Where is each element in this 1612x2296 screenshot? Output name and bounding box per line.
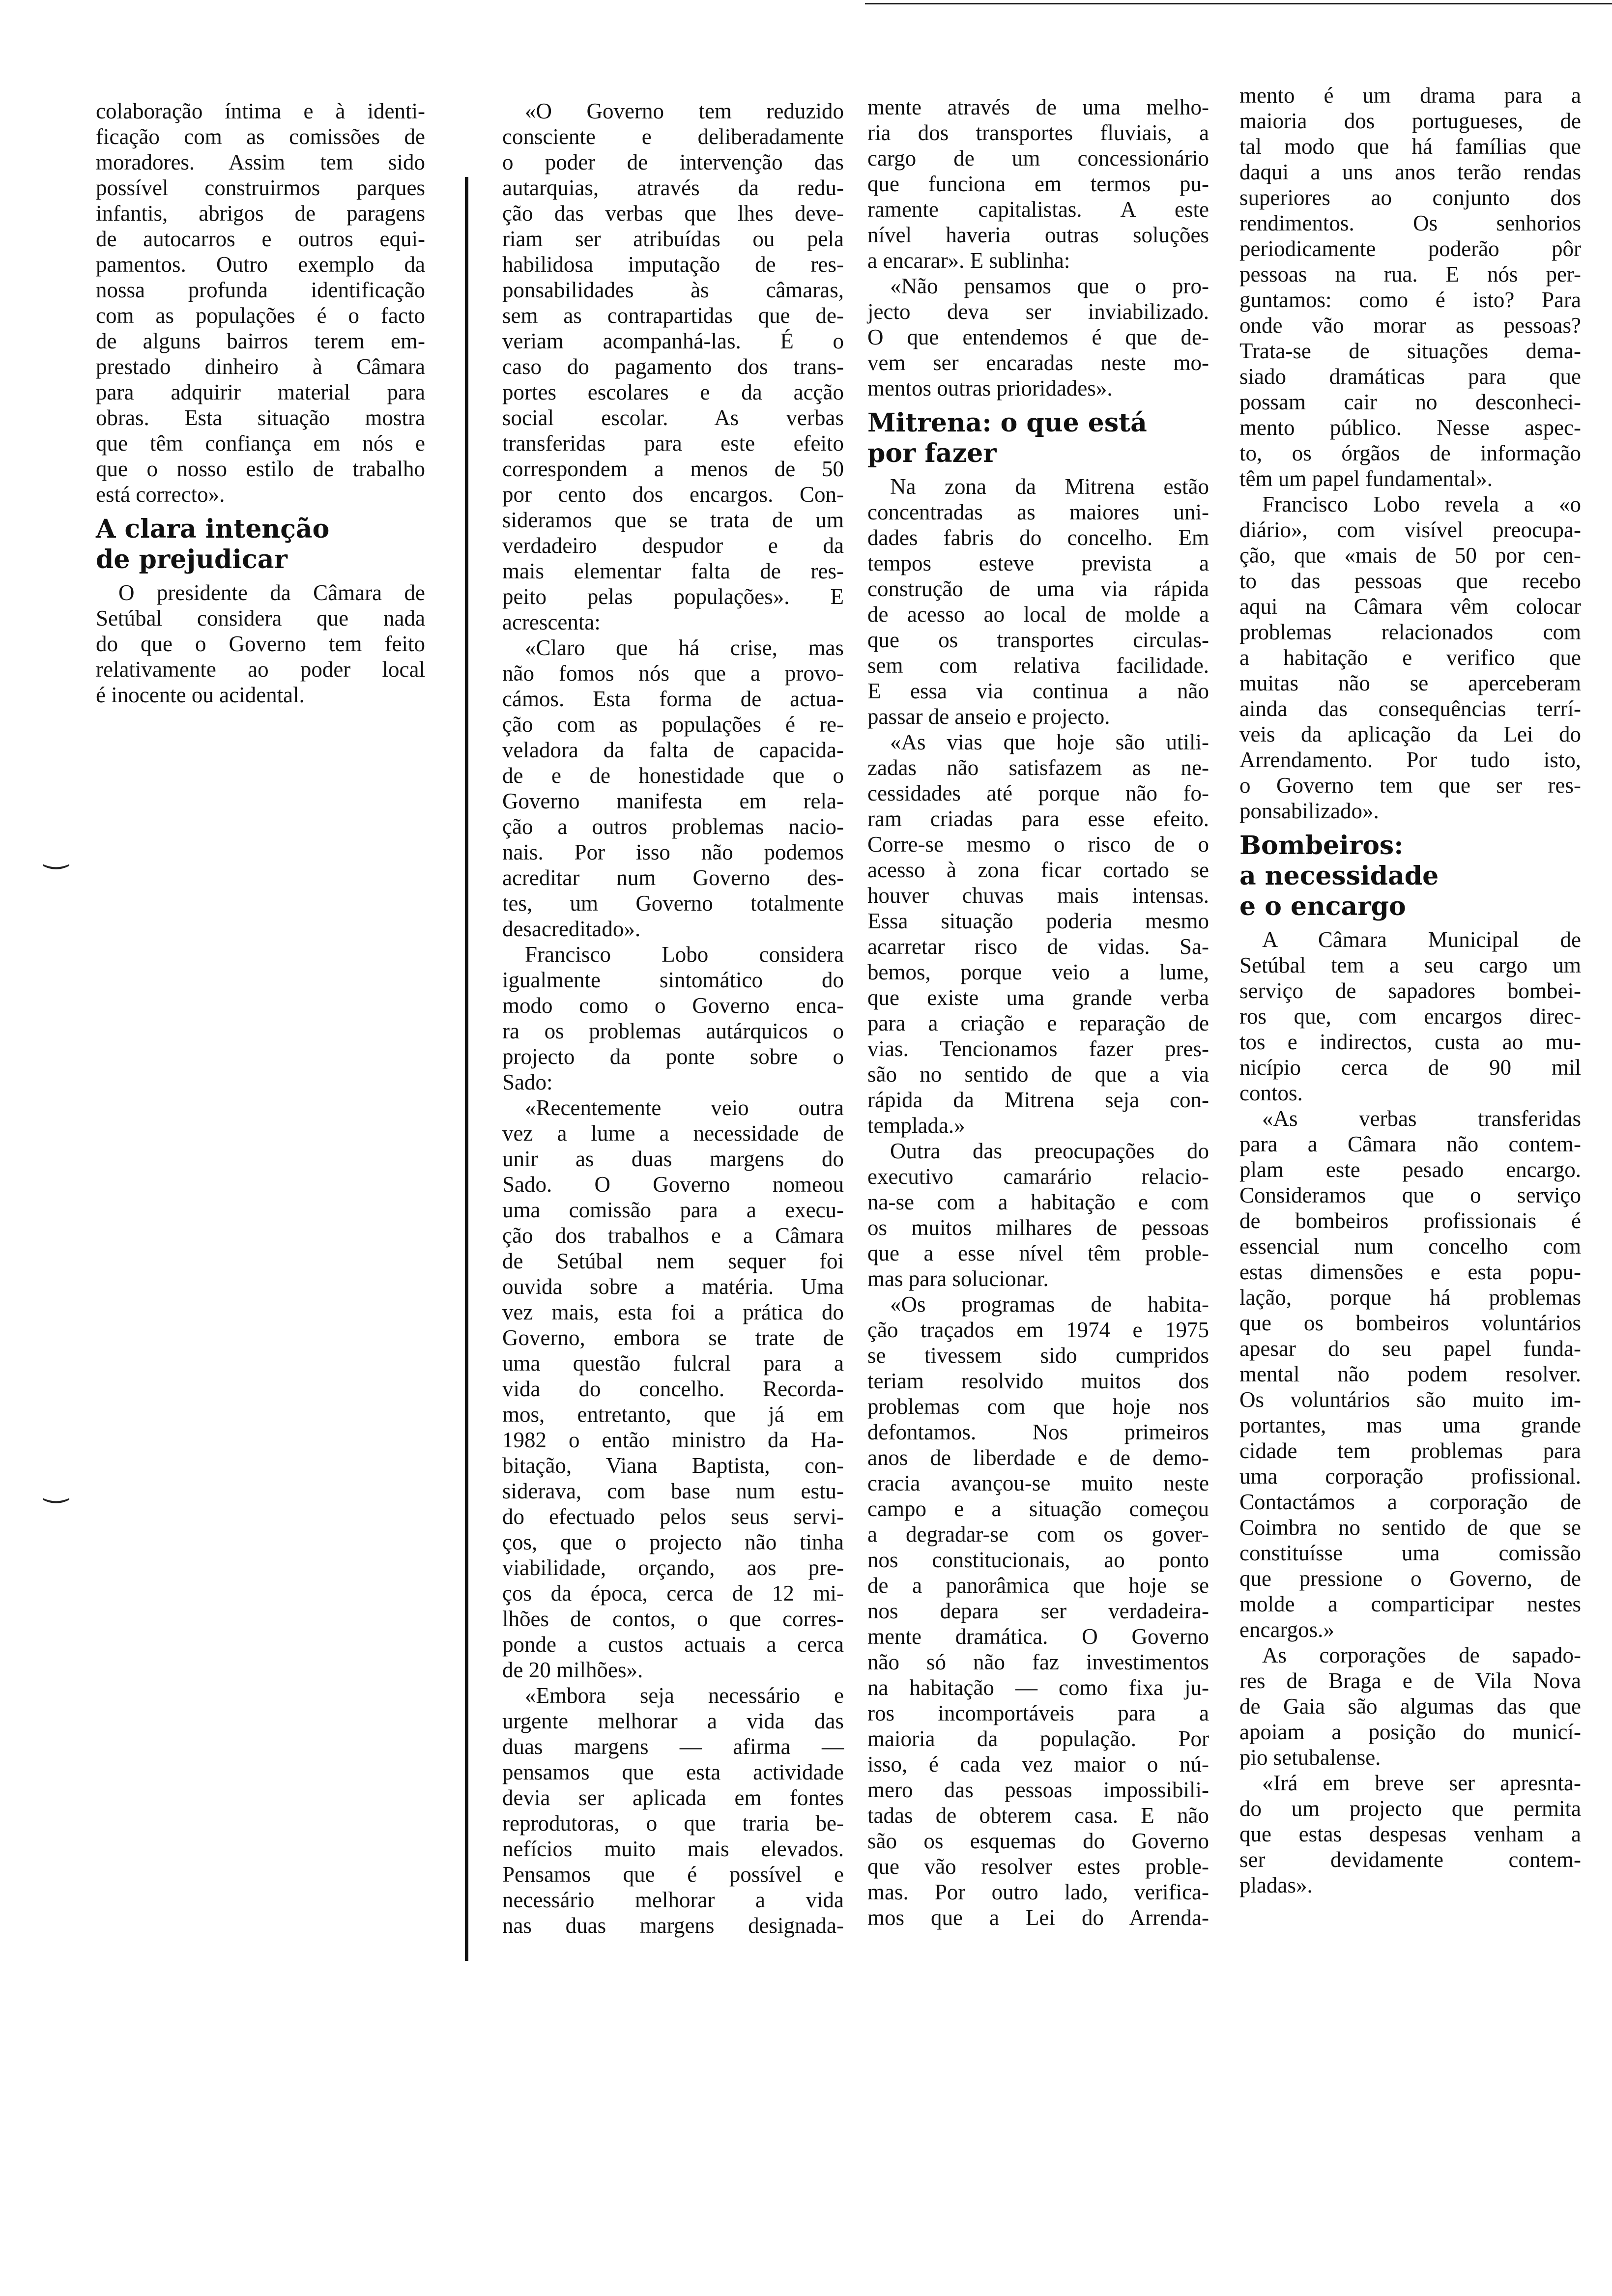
text-line: obras. Esta situação mostra (96, 405, 425, 430)
text-line: defontamos. Nos primeiros (867, 1420, 1209, 1444)
text-line: «Os programas de habita- (890, 1292, 1209, 1317)
text-line: ção traçados em 1974 e 1975 (867, 1318, 1209, 1342)
text-line: para a Câmara não contem- (1239, 1132, 1581, 1156)
text-line: nefícios muito mais elevados. (502, 1837, 844, 1861)
text-line: do efectuado pelos seus servi- (502, 1504, 844, 1529)
text-line: ouvida sobre a matéria. Uma (502, 1274, 844, 1299)
text-line: O presidente da Câmara de (118, 580, 425, 605)
text-line: Os voluntários são muito im- (1239, 1387, 1581, 1412)
text-line: mento é um drama para a (1239, 83, 1581, 108)
column-rule (465, 177, 468, 1961)
text-line: to, os órgãos de informação (1239, 441, 1581, 465)
text-line: Corre-se mesmo o risco de o (867, 832, 1209, 857)
text-line: vem ser encaradas neste mo- (867, 350, 1209, 375)
text-line: dades fabris do concelho. Em (867, 525, 1209, 550)
text-line: de bombeiros profissionais é (1239, 1208, 1581, 1233)
text-line: maioria da população. Por (867, 1726, 1209, 1751)
text-line: nicípio cerca de 90 mil (1239, 1055, 1581, 1080)
text-line: apoiam a posição do municí- (1239, 1720, 1581, 1744)
text-line: tadas de obterem casa. E não (867, 1803, 1209, 1828)
text-line: uma comissão para a execu- (502, 1198, 844, 1222)
paragraph (867, 273, 1209, 401)
section-heading (96, 514, 425, 575)
text-line: «Embora seja necessário e (525, 1683, 844, 1708)
heading-line: por fazer (867, 438, 997, 468)
text-line: pamentos. Outro exemplo da (96, 252, 425, 277)
text-line: mas para solucionar. (867, 1266, 1049, 1291)
text-line: veladora da falta de capacida- (502, 738, 844, 762)
text-line: uma corporação profissional. (1239, 1464, 1581, 1489)
text-line: que têm confiança em nós e (96, 431, 425, 456)
text-line: «Recentemente veio outra (525, 1095, 844, 1120)
text-line: passar de anseio e projecto. (867, 704, 1110, 729)
text-line: encargos.» (1239, 1617, 1334, 1642)
text-line: mas. Por outro lado, verifica- (867, 1880, 1209, 1904)
text-line: habilidosa imputação de res- (502, 252, 844, 277)
text-line: mente através de uma melho- (867, 95, 1209, 119)
text-line: «As verbas transferidas (1262, 1106, 1581, 1131)
text-line: ços, que o projecto não tinha (502, 1530, 844, 1554)
text-line: res de Braga e de Vila Nova (1239, 1668, 1581, 1693)
heading-line: Bombeiros: (1239, 831, 1404, 861)
text-line: de 20 milhões». (502, 1658, 643, 1682)
text-line: mento público. Nesse aspec- (1239, 415, 1581, 440)
text-line: Sado. O Governo nomeou (502, 1172, 844, 1197)
text-line: estas dimensões e esta popu- (1239, 1260, 1581, 1284)
column-4 (1239, 83, 1581, 1898)
text-line: «Irá em breve ser apresnta- (1262, 1771, 1581, 1795)
text-line: muitas não se aperceberam (1239, 671, 1581, 695)
text-line: a habitação e verifico que (1239, 645, 1581, 670)
text-line: ficação com as comissões de (96, 124, 425, 149)
text-line: Consideramos que o serviço (1239, 1183, 1581, 1207)
paragraph (502, 1683, 844, 1938)
text-line: a degradar-se com os gover- (867, 1522, 1209, 1547)
text-line: pensamos que esta actividade (502, 1760, 844, 1784)
section-heading (867, 408, 1209, 469)
text-line: cargo de um concessionário (867, 146, 1209, 171)
text-line: Arrendamento. Por tudo isto, (1239, 747, 1581, 772)
text-line: bitação, Viana Baptista, con- (502, 1453, 844, 1478)
paragraph (867, 1138, 1209, 1292)
text-line: necessário melhorar a vida (502, 1888, 844, 1912)
text-line: consciente e deliberadamente (502, 124, 844, 149)
text-line: lação, porque há problemas (1239, 1285, 1581, 1310)
paragraph (1239, 1770, 1581, 1898)
text-line: de a panorâmica que hoje se (867, 1573, 1209, 1598)
paragraph (96, 580, 425, 708)
text-line: «As vias que hoje são utili- (890, 730, 1209, 754)
text-line: ros incomportáveis para a (867, 1701, 1209, 1725)
text-line: ria dos transportes fluviais, a (867, 120, 1209, 145)
text-line: é inocente ou acidental. (96, 683, 305, 707)
text-line: devia ser aplicada em fontes (502, 1785, 844, 1810)
text-line: ram criadas para esse efeito. (867, 806, 1209, 831)
text-line: ção das verbas que lhes deve- (502, 201, 844, 226)
text-line: Essa situação poderia mesmo (867, 909, 1209, 933)
text-line: pio setubalense. (1239, 1745, 1381, 1770)
heading-line: Mitrena: o que está (867, 408, 1147, 438)
text-line: mos que a Lei do Arrenda- (867, 1905, 1209, 1930)
text-line: cessidades até porque não fo- (867, 781, 1209, 805)
text-line: moradores. Assim tem sido (96, 150, 425, 174)
text-line: tempos esteve prevista a (867, 551, 1209, 575)
text-line: Setúbal considera que nada (96, 606, 425, 631)
text-line: o Governo tem que ser res- (1239, 773, 1581, 798)
paragraph (502, 942, 844, 1095)
text-line: está correcto». (96, 482, 225, 507)
text-line: ponsabilidades às câmaras, (502, 278, 844, 302)
text-line: vias. Tencionamos fazer pres- (867, 1036, 1209, 1061)
heading-line: A clara intenção (96, 514, 330, 544)
text-line: de acesso ao local de molde a (867, 602, 1209, 627)
paragraph (1239, 1106, 1581, 1642)
text-line: acarretar risco de vidas. Sa- (867, 934, 1209, 959)
text-line: rendimentos. Os senhorios (1239, 211, 1581, 235)
heading-line: e o encargo (1239, 891, 1406, 921)
text-line: tal modo que há famílias que (1239, 134, 1581, 159)
text-line: periodicamente poderão pôr (1239, 236, 1581, 261)
text-line: contos. (1239, 1081, 1303, 1105)
text-line: modo como o Governo enca- (502, 993, 844, 1018)
text-line: siderava, com base num estu- (502, 1479, 844, 1503)
text-line: reprodutoras, o que traria be- (502, 1811, 844, 1836)
heading-line: de prejudicar (96, 545, 288, 574)
text-line: ser devidamente contem- (1239, 1847, 1581, 1872)
column-2 (502, 98, 844, 1938)
text-line: mente dramática. O Governo (867, 1624, 1209, 1649)
text-line: caso do pagamento dos trans- (502, 354, 844, 379)
text-line: correspondem a menos de 50 (502, 457, 844, 481)
text-line: Francisco Lobo considera (525, 942, 844, 967)
text-line: veriam acompanhá-las. É o (502, 329, 844, 353)
text-line: nossa profunda identificação (96, 278, 425, 302)
text-line: mais elementar falta de res- (502, 559, 844, 583)
text-line: houver chuvas mais intensas. (867, 883, 1209, 908)
text-line: jecto deva ser inviabilizado. (867, 299, 1209, 324)
text-line: cracia avançou-se muito neste (867, 1471, 1209, 1495)
text-line: concentradas as maiores uni- (867, 500, 1209, 524)
text-line: veis da aplicação da Lei do (1239, 722, 1581, 746)
text-line: aqui na Câmara vêm colocar (1239, 594, 1581, 619)
paragraph (502, 98, 844, 635)
text-line: possível construirmos parques (96, 175, 425, 200)
text-line: to das pessoas que recebo (1239, 569, 1581, 593)
text-line: desacreditado». (502, 917, 641, 941)
text-line: os muitos milhares de pessoas (867, 1215, 1209, 1240)
text-line: pladas». (1239, 1873, 1313, 1897)
text-line: viabilidade, orçando, aos pre- (502, 1555, 844, 1580)
text-line: portantes, mas uma grande (1239, 1413, 1581, 1437)
text-line: diário», com visível preocupa- (1239, 517, 1581, 542)
text-line: Governo, embora se trate de (502, 1325, 844, 1350)
paragraph (502, 1095, 844, 1683)
text-line: de autocarros e outros equi- (96, 227, 425, 251)
text-line: de Setúbal nem sequer foi (502, 1249, 844, 1273)
text-line: o poder de intervenção das (502, 150, 844, 174)
text-line: essencial num concelho com (1239, 1234, 1581, 1259)
text-line: riam ser atribuídas ou pela (502, 227, 844, 251)
text-line: ponde a custos actuais a cerca (502, 1632, 844, 1657)
text-line: constituísse uma comissão (1239, 1541, 1581, 1565)
text-line: Pensamos que é possível e (502, 1862, 844, 1887)
text-line: que os transportes circulas- (867, 628, 1209, 652)
text-line: sem com relativa facilidade. (867, 653, 1209, 678)
text-line: As corporações de sapado- (1262, 1643, 1581, 1667)
text-line: mero das pessoas impossibili- (867, 1778, 1209, 1802)
text-line: ros que, com encargos direc- (1239, 1004, 1581, 1029)
text-line: nível haveria outras soluções (867, 223, 1209, 247)
paragraph (1239, 1642, 1581, 1770)
text-line: prestado dinheiro à Câmara (96, 354, 425, 379)
text-line: molde a comparticipar nestes (1239, 1592, 1581, 1616)
text-line: urgente melhorar a vida das (502, 1709, 844, 1733)
text-line: que pressione o Governo, de (1239, 1566, 1581, 1591)
top-rule (865, 3, 1612, 4)
text-line: ramente capitalistas. A este (867, 197, 1209, 222)
text-line: vida do concelho. Recorda- (502, 1377, 844, 1401)
text-line: têm um papel fundamental». (1239, 466, 1493, 491)
text-line: vez mais, esta foi a prática do (502, 1300, 844, 1324)
text-line: projecto da ponte sobre o (502, 1044, 844, 1069)
text-line: acrescenta: (502, 610, 601, 634)
text-line: acreditar num Governo des- (502, 865, 844, 890)
text-line: E essa via continua a não (867, 679, 1209, 703)
text-line: são no sentido de que a via (867, 1062, 1209, 1087)
text-line: que a esse nível têm proble- (867, 1241, 1209, 1265)
text-line: guntamos: como é isto? Para (1239, 287, 1581, 312)
text-line: autarquias, através da redu- (502, 175, 844, 200)
text-line: Sado: (502, 1070, 553, 1094)
text-line: serviço de sapadores bombei- (1239, 978, 1581, 1003)
text-line: problemas com que hoje nos (867, 1394, 1209, 1419)
text-line: Coimbra no sentido de que se (1239, 1515, 1581, 1540)
text-line: executivo camarário relacio- (867, 1164, 1209, 1189)
text-line: ponsabilizado». (1239, 799, 1379, 823)
text-line: duas margens — afirma — (502, 1734, 844, 1759)
text-line: nos depara ser verdadeira- (867, 1599, 1209, 1623)
text-line: para a criação e reparação de (867, 1011, 1209, 1035)
text-line: na-se com a habitação e com (867, 1190, 1209, 1214)
paragraph (867, 94, 1209, 273)
text-line: ços da época, cerca de 12 mi- (502, 1581, 844, 1606)
text-line: do um projecto que permita (1239, 1796, 1581, 1821)
text-line: transferidas para este efeito (502, 431, 844, 456)
text-line: relativamente ao poder local (96, 657, 425, 682)
paragraph (502, 635, 844, 942)
text-line: «O Governo tem reduzido (525, 99, 844, 123)
text-line: sem as contrapartidas que de- (502, 303, 844, 328)
text-line: A Câmara Municipal de (1262, 927, 1581, 952)
text-line: nas duas margens designada- (502, 1913, 844, 1938)
text-line: que vão resolver estes proble- (867, 1854, 1209, 1879)
text-line: Francisco Lobo revela a «o (1262, 492, 1581, 517)
text-line: na habitação — como fixa ju- (867, 1675, 1209, 1700)
text-line: Governo manifesta em rela- (502, 789, 844, 813)
text-line: rápida da Mitrena seja con- (867, 1088, 1209, 1112)
text-line: peito pelas populações». E (502, 584, 844, 609)
text-line: uma questão fulcral para a (502, 1351, 844, 1376)
text-line: sideramos que se trata de um (502, 508, 844, 532)
scan-mark: ‿ (44, 836, 68, 869)
text-line: ra os problemas autárquicos o (502, 1019, 844, 1043)
text-line: mental não podem resolver. (1239, 1362, 1581, 1386)
text-line: acesso à zona ficar cortado se (867, 858, 1209, 882)
scan-mark: ‿ (44, 1470, 68, 1503)
text-line: problemas relacionados com (1239, 620, 1581, 644)
text-line: «Não pensamos que o pro- (890, 274, 1209, 298)
text-line: mentos outras prioridades». (867, 376, 1113, 401)
text-line: nais. Por isso não podemos (502, 840, 844, 864)
text-line: ção dos trabalhos e a Câmara (502, 1223, 844, 1248)
text-line: possam cair no desconheci- (1239, 390, 1581, 414)
text-line: com as populações é o facto (96, 303, 425, 328)
text-line: maioria dos portugueses, de (1239, 109, 1581, 133)
text-line: de e de honestidade que o (502, 763, 844, 788)
text-line: social escolar. As verbas (502, 405, 844, 430)
text-line: cidade tem problemas para (1239, 1438, 1581, 1463)
text-line: teriam resolvido muitos dos (867, 1369, 1209, 1393)
text-line: não fomos nós que a provo- (502, 661, 844, 686)
text-line: verdadeiro despudor e da (502, 533, 844, 558)
text-line: tos e indirectos, custa ao mu- (1239, 1030, 1581, 1054)
text-line: portes escolares e da acção (502, 380, 844, 404)
column-3 (867, 94, 1209, 1930)
text-line: templada.» (867, 1113, 965, 1138)
text-line: 1982 o então ministro da Ha- (502, 1428, 844, 1452)
text-line: não só não faz investimentos (867, 1650, 1209, 1674)
text-line: anos de liberdade e de demo- (867, 1445, 1209, 1470)
text-line: vez a lume a necessidade de (502, 1121, 844, 1146)
text-line: Contactámos a corporação de (1239, 1490, 1581, 1514)
paragraph (867, 729, 1209, 1138)
paragraph (1239, 83, 1581, 491)
text-line: superiores ao conjunto dos (1239, 185, 1581, 210)
paragraph (867, 474, 1209, 729)
text-line: para adquirir material para (96, 380, 425, 404)
section-heading (1239, 831, 1581, 922)
text-line: plam este pesado encargo. (1239, 1157, 1581, 1182)
text-line: ainda das consequências terrí- (1239, 696, 1581, 721)
text-line: nos constitucionais, ao ponto (867, 1548, 1209, 1572)
text-line: colaboração íntima e à identi- (96, 99, 425, 123)
text-line: ção a outros problemas nacio- (502, 814, 844, 839)
paragraph (96, 98, 425, 507)
text-line: O que entendemos é que de- (867, 325, 1209, 349)
text-line: tes, um Governo totalmente (502, 891, 844, 916)
text-line: isso, é cada vez maior o nú- (867, 1752, 1209, 1777)
text-line: pessoas na rua. E nós per- (1239, 262, 1581, 287)
text-line: infantis, abrigos de paragens (96, 201, 425, 226)
paragraph (1239, 927, 1581, 1106)
text-line: são os esquemas do Governo (867, 1829, 1209, 1853)
text-line: cámos. Esta forma de actua- (502, 687, 844, 711)
text-line: Trata-se de situações dema- (1239, 339, 1581, 363)
paragraph (1239, 491, 1581, 824)
text-line: do que o Governo tem feito (96, 631, 425, 656)
text-line: de Gaia são algumas das que (1239, 1694, 1581, 1719)
text-line: bemos, porque veio a lume, (867, 960, 1209, 984)
text-line: zadas não satisfazem as ne- (867, 755, 1209, 780)
text-line: mos, entretanto, que já em (502, 1402, 844, 1427)
text-line: unir as duas margens do (502, 1147, 844, 1171)
text-line: Na zona da Mitrena estão (890, 474, 1209, 499)
text-line: por cento dos encargos. Con- (502, 482, 844, 507)
text-line: siado dramáticas para que (1239, 364, 1581, 389)
text-line: campo e a situação começou (867, 1496, 1209, 1521)
text-line: igualmente sintomático do (502, 968, 844, 992)
heading-line: a necessidade (1239, 861, 1439, 891)
text-line: de alguns bairros terem em- (96, 329, 425, 353)
text-line: que os bombeiros voluntários (1239, 1311, 1581, 1335)
text-line: apesar do seu papel funda- (1239, 1336, 1581, 1361)
text-line: Setúbal tem a seu cargo um (1239, 953, 1581, 977)
text-line: Outra das preocupações do (890, 1139, 1209, 1163)
text-line: ção, que «mais de 50 por cen- (1239, 543, 1581, 568)
text-line: se tivessem sido cumpridos (867, 1343, 1209, 1368)
text-line: onde vão morar as pessoas? (1239, 313, 1581, 338)
text-line: a encarar». E sublinha: (867, 248, 1070, 273)
text-line: que funciona em termos pu- (867, 172, 1209, 196)
text-line: que o nosso estilo de trabalho (96, 457, 425, 481)
text-line: lhões de contos, o que corres- (502, 1607, 844, 1631)
text-line: daqui a uns anos terão rendas (1239, 160, 1581, 184)
paragraph (867, 1292, 1209, 1930)
text-line: que existe uma grande verba (867, 985, 1209, 1010)
text-line: «Claro que há crise, mas (525, 635, 844, 660)
text-line: ção com as populações é re- (502, 712, 844, 737)
text-line: que estas despesas venham a (1239, 1822, 1581, 1846)
column-1 (96, 98, 425, 708)
text-line: construção de uma via rápida (867, 576, 1209, 601)
